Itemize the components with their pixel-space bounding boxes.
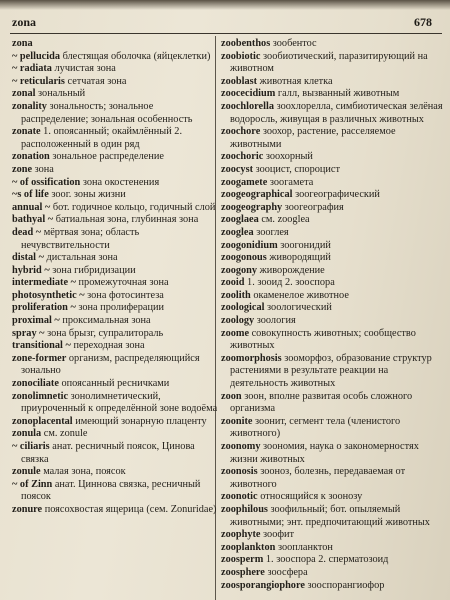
dictionary-entry — [12, 227, 218, 252]
entry-definition: 1. зооспора 2. сперматозоид — [265, 554, 389, 566]
entry-definition: сетчатая зона — [67, 75, 127, 87]
entry-definition: бот. годичное кольцо, годичный слой — [52, 201, 216, 213]
dictionary-entry — [12, 391, 218, 416]
dictionary-entry — [12, 277, 218, 290]
dictionary-entry — [221, 189, 443, 202]
entry-definition: зоохлорелла, симбиотическая зелёная водоросль, живущая в различных животных — [230, 100, 443, 125]
entry-definition: зонолимнетический, приуроченный к определённой зоне водоёма — [21, 390, 218, 415]
dictionary-entry — [12, 202, 218, 215]
entry-headword: intermediate ~ — [12, 277, 76, 289]
dictionary-entry — [12, 252, 218, 265]
entry-headword: zonation — [12, 151, 50, 163]
entry-definition: зоосфера — [267, 566, 308, 578]
dictionary-entry — [12, 290, 218, 303]
entry-definition: 1. опоясанный; окаймлённый 2. расположенный в один ряд — [21, 126, 183, 150]
dictionary-entry — [221, 529, 443, 542]
entry-definition: лучистая зона — [54, 63, 116, 75]
entry-headword: photosynthetic ~ — [12, 289, 85, 301]
dictionary-entry — [12, 315, 218, 328]
entry-definition: см. zooglea — [261, 214, 310, 226]
entry-definition: зона гибридизации — [52, 264, 136, 276]
entry-headword: zoobiotic — [221, 50, 261, 62]
entry-definition: зоогеографический — [295, 189, 380, 201]
dictionary-entry — [12, 126, 218, 151]
entry-definition: поясохвостая ящерица (сем. Zonuridae) — [44, 503, 217, 515]
entry-definition: зоог. зоны жизни — [51, 189, 126, 201]
entry-definition: батиальная зона, глубинная зона — [55, 214, 199, 226]
entry-headword: zonociliate — [12, 378, 59, 390]
dictionary-entry — [221, 441, 443, 466]
entry-headword: ~ pellucida — [12, 50, 60, 62]
entry-definition: зоологический — [267, 302, 332, 314]
dictionary-entry — [12, 88, 218, 101]
dictionary-entry — [12, 353, 218, 378]
dictionary-entry — [221, 290, 443, 303]
running-head-word: zona — [12, 15, 36, 29]
entry-definition: 1. зооид 2. зооспора — [247, 277, 335, 289]
entry-definition: блестящая оболочка (яйцеклетки) — [62, 50, 211, 62]
page-edge-shadow — [0, 0, 450, 10]
entry-headword: ~ of ossification — [12, 176, 81, 188]
entry-headword: zoochoric — [221, 151, 264, 163]
dictionary-entry — [221, 567, 443, 580]
dictionary-entry — [221, 315, 443, 328]
entry-headword: zoonomy — [221, 441, 261, 452]
entry-headword: zoobenthos — [221, 38, 271, 49]
entry-headword: annual ~ — [12, 201, 51, 213]
dictionary-entry — [221, 391, 443, 416]
entry-headword: hybrid ~ — [12, 264, 50, 276]
entry-definition: совокупность животных; сообщество животных — [230, 327, 416, 352]
entry-headword: zonate — [12, 126, 41, 138]
entry-headword: ~ radiata — [12, 63, 52, 75]
dictionary-entry — [12, 101, 218, 126]
dictionary-entry — [221, 177, 443, 190]
entry-headword: distal ~ — [12, 252, 44, 264]
entry-definition: зоогеография — [284, 201, 344, 213]
dictionary-entry — [221, 51, 443, 76]
dictionary-entry — [221, 466, 443, 491]
entry-headword: zooid — [221, 277, 245, 289]
dictionary-entry — [221, 277, 443, 290]
dictionary-entry — [12, 479, 218, 504]
dictionary-entry — [12, 428, 218, 441]
entry-definition: зоон, вполне развитая особь сложного организма — [230, 390, 413, 415]
entry-headword: dead ~ — [12, 226, 42, 238]
entry-definition: организм, распределяющийся зонально — [21, 352, 200, 377]
entry-definition: зооглея — [256, 226, 289, 238]
dictionary-entry — [12, 76, 218, 89]
entry-headword: zoogamete — [221, 176, 268, 188]
entry-headword: zonal — [12, 88, 36, 100]
dictionary-entry — [12, 265, 218, 278]
entry-definition: имеющий зонарную плаценту — [75, 415, 207, 427]
entry-definition: анат. Циннова связка, ресничный поясок — [21, 478, 201, 503]
entry-headword: zoosporangiophore — [221, 579, 305, 591]
dictionary-entry — [12, 164, 218, 177]
entry-headword: ~ ciliaris — [12, 441, 50, 452]
entry-headword: ~ reticularis — [12, 75, 65, 87]
entry-headword: zoomorphosis — [221, 352, 282, 364]
entry-definition: переходная зона — [73, 340, 145, 352]
entry-definition: зоопланктон — [277, 541, 333, 553]
entry-headword: spray ~ — [12, 327, 45, 339]
entry-definition: зоофильный; бот. опыляемый животными; энт. предпочитающий животных — [230, 503, 430, 528]
entry-definition: зоонит, сегмент тела (членистого животного) — [230, 415, 401, 440]
entry-headword: zooglea — [221, 226, 254, 238]
entry-headword: zoon — [221, 390, 242, 402]
entry-headword: zooglaea — [221, 214, 259, 226]
right-column — [221, 38, 443, 592]
header-rule — [10, 33, 442, 34]
entry-headword: zoology — [221, 315, 255, 327]
dictionary-entry — [221, 202, 443, 215]
entry-definition: зона фотосинтеза — [87, 289, 164, 301]
entry-definition: дистальная зона — [46, 252, 118, 264]
entry-definition: зона — [34, 163, 54, 175]
entry-definition: зоофит — [263, 529, 295, 541]
running-head — [12, 15, 440, 31]
entry-definition: зоогамета — [269, 176, 314, 188]
entry-definition: анат. ресничный поясок, Цинова связка — [21, 441, 195, 465]
entry-headword: zonure — [12, 503, 43, 515]
entry-definition: опоясанный ресничками — [61, 378, 170, 390]
entry-definition: зообиотический, паразитирующий на животном — [230, 50, 428, 75]
entry-headword: zoophyte — [221, 529, 261, 541]
entry-definition: зооспорангиофор — [307, 579, 385, 591]
entry-definition: проксимальная зона — [62, 315, 151, 327]
dictionary-entry — [12, 328, 218, 341]
entry-headword: proximal ~ — [12, 315, 60, 327]
dictionary-entry — [221, 151, 443, 164]
entry-headword: zonality — [12, 100, 47, 112]
dictionary-entry — [12, 151, 218, 164]
dictionary-entry — [221, 542, 443, 555]
entry-definition: галл, вызванный животным — [277, 88, 400, 100]
entry-definition: зоология — [256, 315, 296, 327]
dictionary-entry — [221, 504, 443, 529]
entry-definition: живородящий — [269, 252, 331, 264]
entry-definition: зооноз, болезнь, передаваемая от животного — [230, 466, 406, 490]
entry-headword: zoonotic — [221, 491, 258, 503]
entry-definition: зообентос — [272, 38, 317, 49]
entry-headword: zoophilous — [221, 503, 268, 515]
entry-headword: zoochlorella — [221, 100, 274, 112]
entry-headword: zoochore — [221, 126, 261, 138]
dictionary-entry — [12, 466, 218, 479]
dictionary-entry — [12, 63, 218, 76]
entry-definition: см. zonule — [43, 428, 88, 440]
dictionary-entry — [221, 240, 443, 253]
dictionary-entry — [221, 126, 443, 151]
entry-headword: zoocyst — [221, 163, 254, 175]
entry-definition: зональный — [38, 88, 86, 100]
entry-headword: ~ of Zinn — [12, 478, 53, 490]
entry-headword: zonule — [12, 466, 41, 478]
dictionary-entry — [12, 504, 218, 517]
entry-definition: зональное распределение — [52, 151, 164, 163]
entry-headword: zone-former — [12, 352, 67, 364]
entry-headword: zoogeography — [221, 201, 283, 213]
dictionary-entry — [12, 416, 218, 429]
entry-headword: ~s of life — [12, 189, 49, 201]
dictionary-entry — [221, 302, 443, 315]
entry-headword: zooplankton — [221, 541, 276, 553]
dictionary-entry — [12, 38, 218, 51]
dictionary-entry — [221, 76, 443, 89]
entry-headword: zoosperm — [221, 554, 264, 566]
dictionary-entry — [221, 88, 443, 101]
entry-definition: зоогонидий — [280, 239, 331, 251]
dictionary-entry — [221, 265, 443, 278]
entry-definition: зооцист, спороцист — [255, 163, 340, 175]
entry-definition: мёртвая зона; область нечувствительности — [21, 226, 140, 251]
dictionary-entry — [12, 177, 218, 190]
dictionary-entry — [12, 441, 218, 466]
entry-definition: окаменелое животное — [253, 289, 349, 301]
dictionary-entry — [12, 302, 218, 315]
entry-definition: промежуточная зона — [78, 277, 169, 289]
entry-headword: zoogony — [221, 264, 258, 276]
dictionary-entry — [12, 214, 218, 227]
dictionary-entry — [221, 101, 443, 126]
entry-headword: zoocecidium — [221, 88, 276, 100]
dictionary-entry — [221, 416, 443, 441]
entry-headword: zoogonidium — [221, 239, 278, 251]
entry-definition: зона брызг, супралитораль — [47, 327, 164, 339]
entry-headword: zonolimnetic — [12, 390, 69, 402]
dictionary-entry — [221, 252, 443, 265]
entry-headword: zoonosis — [221, 466, 258, 478]
entry-definition: зоохор, растение, расселяемое животными — [230, 126, 396, 150]
entry-definition: зона пролиферации — [78, 302, 164, 314]
dictionary-entry — [221, 580, 443, 593]
left-column — [12, 38, 218, 517]
entry-headword: zoonite — [221, 415, 253, 427]
entry-headword: zonula — [12, 428, 42, 440]
dictionary-entry — [221, 164, 443, 177]
entry-definition: зоохорный — [265, 151, 313, 163]
dictionary-entry — [12, 378, 218, 391]
entry-headword: zooblast — [221, 75, 258, 87]
dictionary-entry — [12, 51, 218, 64]
entry-headword: bathyal ~ — [12, 214, 54, 226]
entry-headword: zone — [12, 163, 33, 175]
dictionary-entry — [221, 353, 443, 391]
dictionary-entry — [221, 491, 443, 504]
entry-definition: зоономия, наука о закономерностях жизни животных — [230, 441, 419, 465]
entry-headword: zoome — [221, 327, 250, 339]
entry-headword: zona — [12, 38, 33, 49]
entry-definition: живорождение — [259, 264, 325, 276]
dictionary-entry — [221, 214, 443, 227]
entry-headword: zoolith — [221, 289, 251, 301]
dictionary-entry — [221, 227, 443, 240]
dictionary-entry — [12, 189, 218, 202]
dictionary-entry — [221, 38, 443, 51]
dictionary-entry — [12, 340, 218, 353]
entry-headword: zoological — [221, 302, 265, 314]
entry-definition: зооморфоз, образование структур растениями в результате реакции на деятельность животных — [230, 352, 432, 390]
entry-definition: малая зона, поясок — [43, 466, 126, 478]
entry-headword: zoogonous — [221, 252, 267, 264]
entry-headword: zoogeographical — [221, 189, 293, 201]
page-number: 678 — [414, 15, 432, 29]
entry-headword: proliferation ~ — [12, 302, 76, 314]
entry-definition: зона окостенения — [82, 176, 160, 188]
dictionary-entry — [221, 328, 443, 353]
dictionary-entry — [221, 554, 443, 567]
entry-headword: transitional ~ — [12, 340, 71, 352]
entry-headword: zonoplacental — [12, 415, 73, 427]
entry-headword: zoosphere — [221, 566, 265, 578]
entry-definition: животная клетка — [259, 75, 333, 87]
entry-definition: относящийся к зоонозу — [260, 491, 363, 503]
entry-definition: зональность; зональное распределение; зональная особенность — [21, 100, 193, 125]
